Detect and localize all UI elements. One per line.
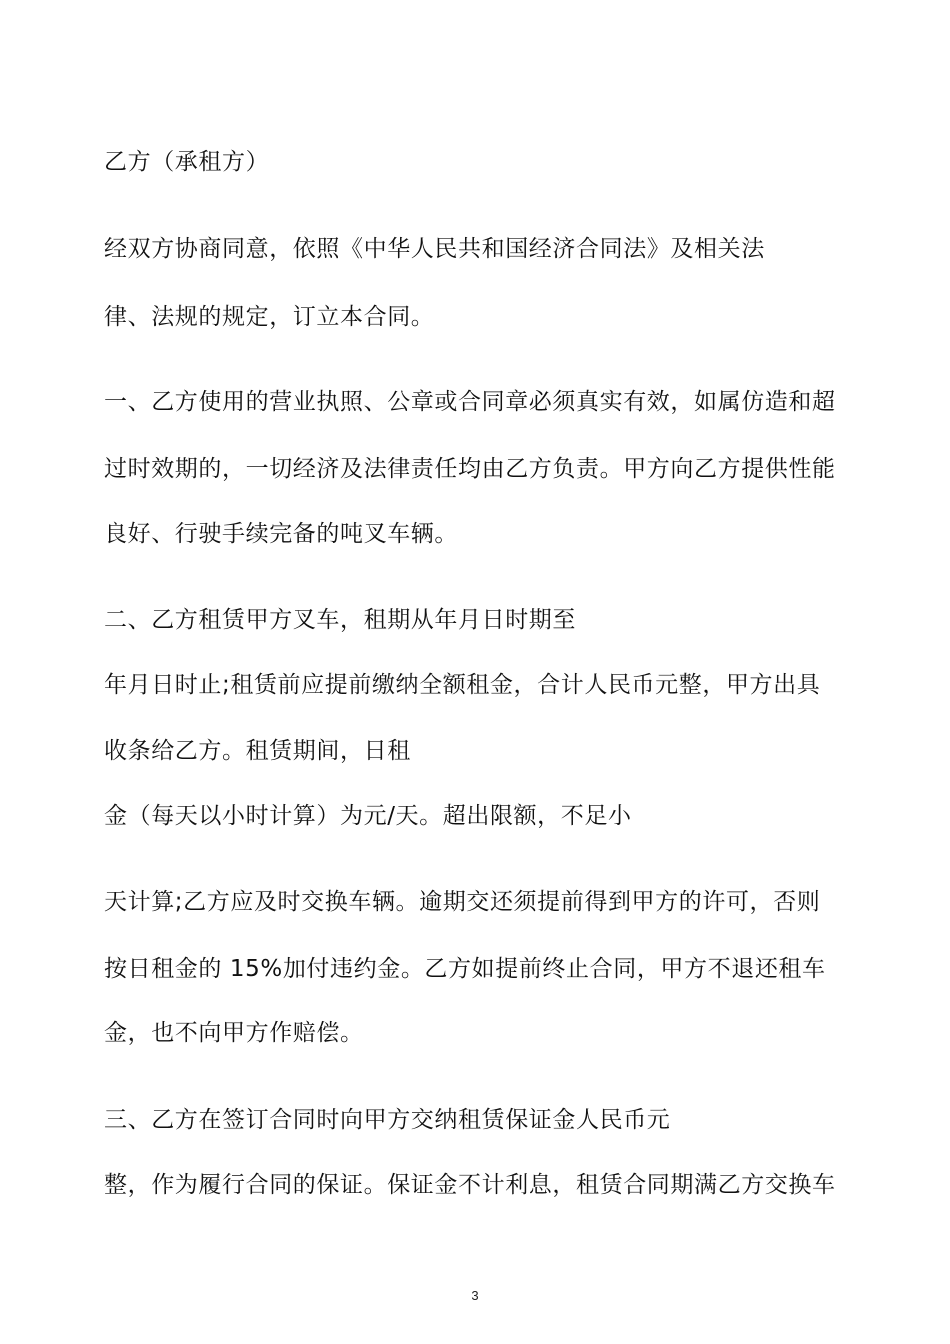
clause-1-line-1: 一、乙方使用的营业执照、公章或合同章必须真实有效，如属仿造和超 <box>104 389 836 415</box>
clause-1-line-3: 良好、行驶手续完备的吨叉车辆。 <box>104 521 458 547</box>
page-number: 3 <box>471 1288 479 1303</box>
clause-2-line-2: 年月日时止;租赁前应提前缴纳全额租金，合计人民币元整，甲方出具 <box>104 672 821 698</box>
clause-2-line-1: 二、乙方租赁甲方叉车，租期从年月日时期至 <box>104 607 576 633</box>
preamble-line-2: 律、法规的规定，订立本合同。 <box>104 304 435 330</box>
party-b-heading: 乙方（承租方） <box>104 149 270 175</box>
clause-3-line-2: 整，作为履行合同的保证。保证金不计利息，租赁合同期满乙方交换车 <box>104 1172 836 1198</box>
clause-2-line-6: 按日租金的 15%加付违约金。乙方如提前终止合同，甲方不退还租车 <box>104 956 826 982</box>
clause-3-line-1: 三、乙方在签订合同时向甲方交纳租赁保证金人民币元 <box>104 1107 671 1133</box>
clause-2-line-7: 金，也不向甲方作赔偿。 <box>104 1020 364 1046</box>
clause-2-line-4: 金（每天以小时计算）为元/天。超出限额，不足小 <box>104 803 632 829</box>
clause-2-line-5: 天计算;乙方应及时交换车辆。逾期交还须提前得到甲方的许可，否则 <box>104 889 821 915</box>
clause-1-line-2: 过时效期的，一切经济及法律责任均由乙方负责。甲方向乙方提供性能 <box>104 456 836 482</box>
clause-2-line-3: 收条给乙方。租赁期间，日租 <box>104 738 411 764</box>
preamble-line-1: 经双方协商同意，依照《中华人民共和国经济合同法》及相关法 <box>104 236 765 262</box>
